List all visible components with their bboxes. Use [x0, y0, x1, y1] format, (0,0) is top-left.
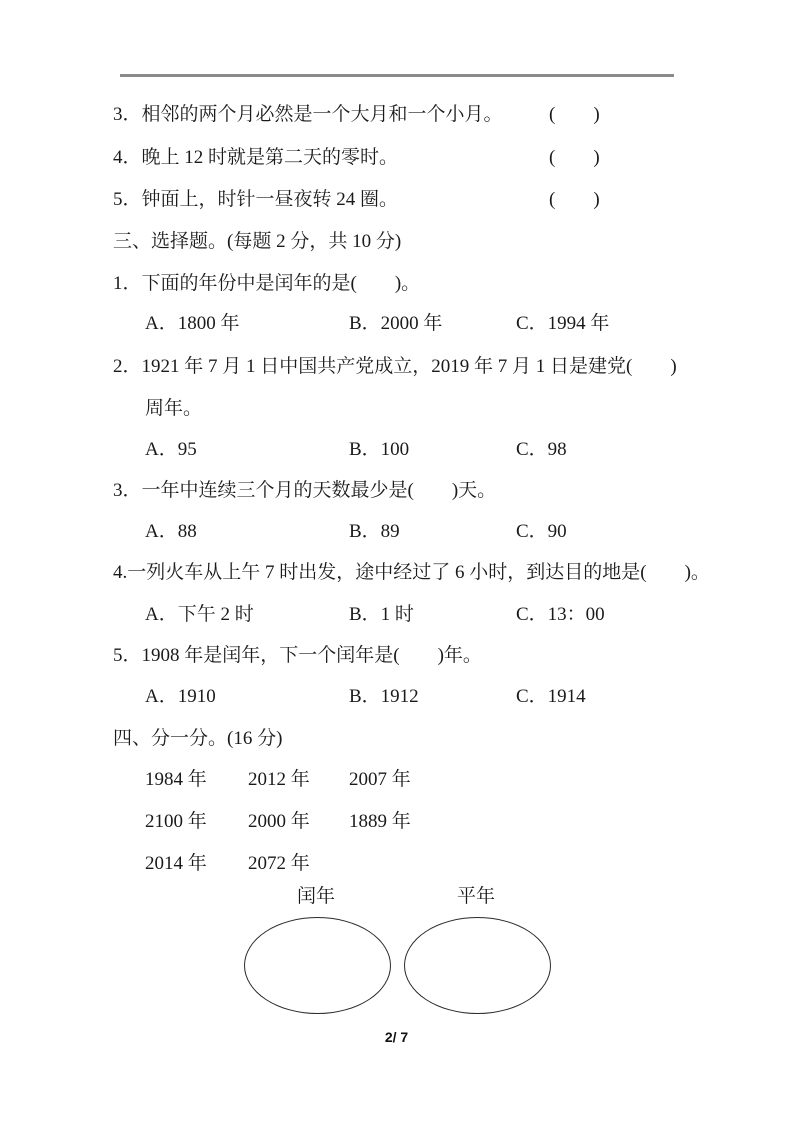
choice-q1-stem: 1．下面的年份中是闰年的是( )。	[113, 273, 421, 294]
year-item-2072: 2072 年	[248, 853, 310, 874]
year-item-2012: 2012 年	[248, 769, 310, 790]
year-item-2100: 2100 年	[145, 811, 207, 832]
leap-year-label: 闰年	[296, 886, 336, 907]
choice-q3-option-c: C．90	[516, 521, 567, 542]
year-item-1889: 1889 年	[349, 811, 411, 832]
choice-q3-option-b: B．89	[349, 521, 400, 542]
choice-q2-option-a: A．95	[145, 439, 197, 460]
choice-q4-option-c: C．13：00	[516, 604, 605, 625]
top-divider-rule	[120, 74, 674, 77]
judge-item-3	[113, 102, 503, 128]
choice-q1-option-a: A．1800 年	[145, 313, 240, 334]
judge-item-5-answer-brackets: ( )	[549, 189, 600, 210]
judge-item-4	[113, 145, 398, 171]
common-year-label: 平年	[456, 886, 496, 907]
judge-item-5-text: 5．钟面上，时针一昼夜转 24 圈。	[113, 189, 399, 210]
choice-q4-stem: 4.一列火车从上午 7 时出发，途中经过了 6 小时，到达目的地是( )。	[113, 562, 710, 583]
judge-item-3-answer-brackets: ( )	[549, 104, 600, 125]
choice-q5-stem: 5．1908 年是闰年，下一个闰年是( )年。	[113, 645, 482, 666]
choice-q4-option-a: A．下午 2 时	[145, 604, 254, 625]
choice-q5-option-b: B．1912	[349, 686, 419, 707]
page-number: 2/ 7	[384, 1029, 409, 1045]
judge-item-4-answer-brackets: ( )	[549, 147, 600, 168]
choice-q3-option-a: A．88	[145, 521, 197, 542]
choice-q2-stem-line1: 2．1921 年 7 月 1 日中国共产党成立，2019 年 7 月 1 日是建党( )	[113, 356, 677, 377]
year-item-2014: 2014 年	[145, 853, 207, 874]
leap-year-circle	[244, 917, 391, 1014]
year-item-1984: 1984 年	[145, 769, 207, 790]
section-four-title: 四、分一分。(16 分)	[113, 728, 283, 749]
choice-q5-option-a: A．1910	[145, 686, 216, 707]
choice-q4-option-b: B．1 时	[349, 604, 414, 625]
choice-q2-option-c: C．98	[516, 439, 567, 460]
choice-q1-option-b: B．2000 年	[349, 313, 443, 334]
common-year-circle	[404, 917, 551, 1014]
year-item-2007: 2007 年	[349, 769, 411, 790]
choice-q3-stem: 3．一年中连续三个月的天数最少是( )天。	[113, 480, 497, 501]
choice-q1-option-c: C．1994 年	[516, 313, 610, 334]
choice-q2-stem-line2: 周年。	[145, 398, 203, 419]
section-three-title: 三、选择题。(每题 2 分，共 10 分)	[113, 231, 402, 252]
choice-q2-option-b: B．100	[349, 439, 410, 460]
year-item-2000: 2000 年	[248, 811, 310, 832]
choice-q5-option-c: C．1914	[516, 686, 586, 707]
judge-item-5	[113, 187, 398, 213]
judge-item-4-text: 4．晚上 12 时就是第二天的零时。	[113, 147, 399, 168]
judge-item-3-text: 3．相邻的两个月必然是一个大月和一个小月。	[113, 104, 503, 125]
